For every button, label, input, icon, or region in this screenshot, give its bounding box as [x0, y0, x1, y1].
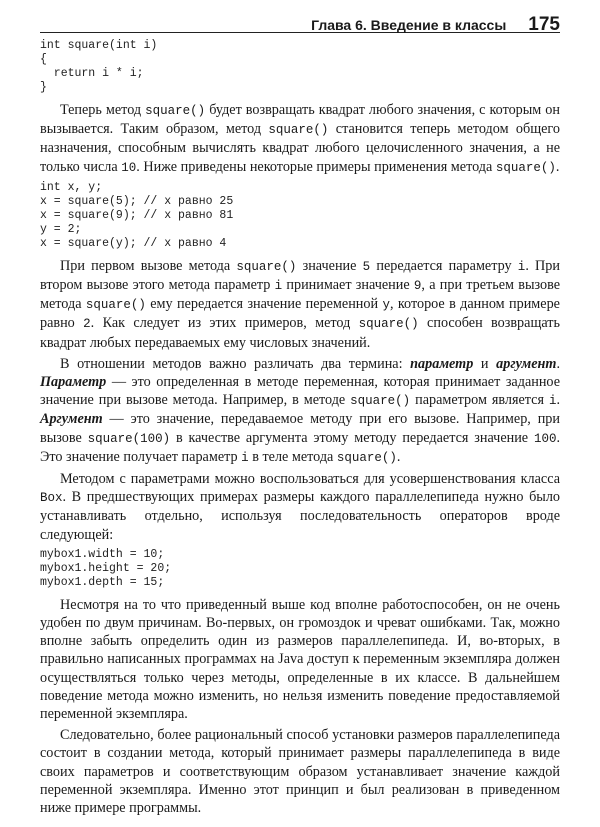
- inline-code: square(): [145, 104, 206, 118]
- text-run: будет возвращать квадрат любого значения, с которым он вызывается. Таким образом, метод: [40, 102, 560, 138]
- inline-code: 9: [413, 279, 422, 294]
- text-run: Методом с параметрами можно воспользоваться для усовершенствования класса: [60, 471, 560, 488]
- inline-code: 100: [533, 431, 557, 446]
- inline-code: i: [241, 450, 249, 465]
- text-run: .: [556, 355, 560, 372]
- inline-code: square(): [358, 317, 419, 332]
- inline-code: square(): [495, 160, 556, 175]
- inline-code: square(): [236, 259, 297, 274]
- chapter-title: Глава 6. Введение в классы: [311, 17, 507, 33]
- text-run: — это определенная в методе переменная, которая принимает заданное значение при вызове метода. Например, в методе: [40, 374, 560, 409]
- text-run: принимает значение: [282, 277, 414, 294]
- text-run: Теперь метод: [60, 102, 146, 118]
- paragraph-box-class: [40, 470, 560, 544]
- text-run: .: [555, 158, 560, 175]
- paragraph-rational-approach: Следовательно, более рациональный способ установки размеров параллелепипеда состоит в создании метода, который принимает размеры параллелепипеда в виде своих параметров и соответствующим образом устанавливает значение каждой переменной экземпляра. Именно этот принцип и был реализован в приведенном ниже примере программы.: [40, 727, 560, 817]
- text-run: .: [556, 392, 560, 409]
- text-run: ему передается значение переменной: [145, 296, 383, 313]
- paragraph-square-general: [40, 101, 560, 177]
- running-header: [40, 0, 560, 35]
- text-run: способен возвращать квадрат любых передаваемых ему числовых значений.: [40, 315, 560, 351]
- inline-code: 10: [121, 160, 137, 175]
- text-run: . Это значение получает параметр: [40, 429, 560, 465]
- text-run: в теле метода: [248, 448, 337, 465]
- term-parameter-definition: Параметр: [40, 374, 107, 391]
- term-parameter: параметр: [410, 355, 474, 372]
- inline-code: square(): [350, 394, 411, 409]
- text-run: — это значение, передаваемое методу при его вызове. Например, при вызове: [40, 411, 560, 446]
- inline-code: 5: [362, 259, 371, 274]
- code-listing-box-dimensions: mybox1.width = 10; mybox1.height = 20; mybox1.depth = 15;: [40, 547, 172, 589]
- text-run: . Как следует из этих примеров, метод: [90, 315, 359, 332]
- inline-code: square(): [268, 123, 329, 138]
- term-argument: аргумент: [496, 355, 557, 372]
- inline-code: Box: [40, 491, 63, 506]
- text-run: и: [473, 355, 497, 372]
- text-run: в качестве аргумента этому методу передается значение: [170, 429, 534, 446]
- inline-code: y: [382, 298, 390, 313]
- inline-code: i: [517, 259, 526, 274]
- text-run: .: [396, 448, 401, 465]
- inline-code: square(100): [87, 431, 171, 446]
- inline-code: square(): [85, 298, 146, 313]
- inline-code: 2: [83, 317, 91, 332]
- text-run: , которое в данном примере равно: [40, 296, 560, 332]
- term-argument-definition: Аргумент: [40, 411, 103, 428]
- text-run: При первом вызове метода: [60, 257, 237, 274]
- code-listing-square-calls: int x, y; x = square(5); // x равно 25 x = square(9); // x равно 81 y = 2; x = square(y); // x равно 4: [40, 180, 234, 250]
- paragraph-square-calls-explained: [40, 257, 560, 352]
- code-listing-square-method: int square(int i) { return i * i; }: [40, 39, 158, 94]
- page-number: 175: [528, 14, 560, 35]
- inline-code: i: [274, 279, 283, 294]
- text-run: В отношении методов важно различать два термина:: [60, 355, 411, 372]
- paragraph-drawbacks: Несмотря на то что приведенный выше код вполне работоспособен, он не очень удобен по двум причинам. Во-первых, он громоздок и чреват ошибками. Так, можно вполне забыть определить один из размеров параллелепипеда. И, во-вторых, в правильно написанных программах на Java доступ к переменным экземпляра должен осуществляться только через методы, определенные в их классе. В дальнейшем поведение метода можно изменить, но нельзя изменить поведение предоставляемой переменной экземпляра.: [40, 596, 560, 723]
- text-run: . При втором вызове этого метода параметр: [40, 257, 560, 294]
- inline-code: square(): [336, 450, 397, 465]
- text-run: передается параметру: [370, 257, 518, 274]
- inline-code: i: [548, 394, 557, 409]
- paragraph-parameter-vs-argument: [40, 355, 560, 467]
- text-run: . Ниже приведены некоторые примеры применения метода: [136, 158, 496, 175]
- text-run: . В предшествующих примерах размеры каждого параллелепипеда нужно было устанавливать отдельно, используя последовательность операторов вроде следующей:: [40, 489, 560, 543]
- text-run: становится теперь методом общего назначения, способным вычислять квадрат любого целочисленного значения, а не только числа: [40, 121, 560, 175]
- text-run: значение: [296, 257, 363, 274]
- text-run: параметром является: [410, 392, 549, 409]
- text-run: , а при третьем вызове метода: [40, 277, 561, 313]
